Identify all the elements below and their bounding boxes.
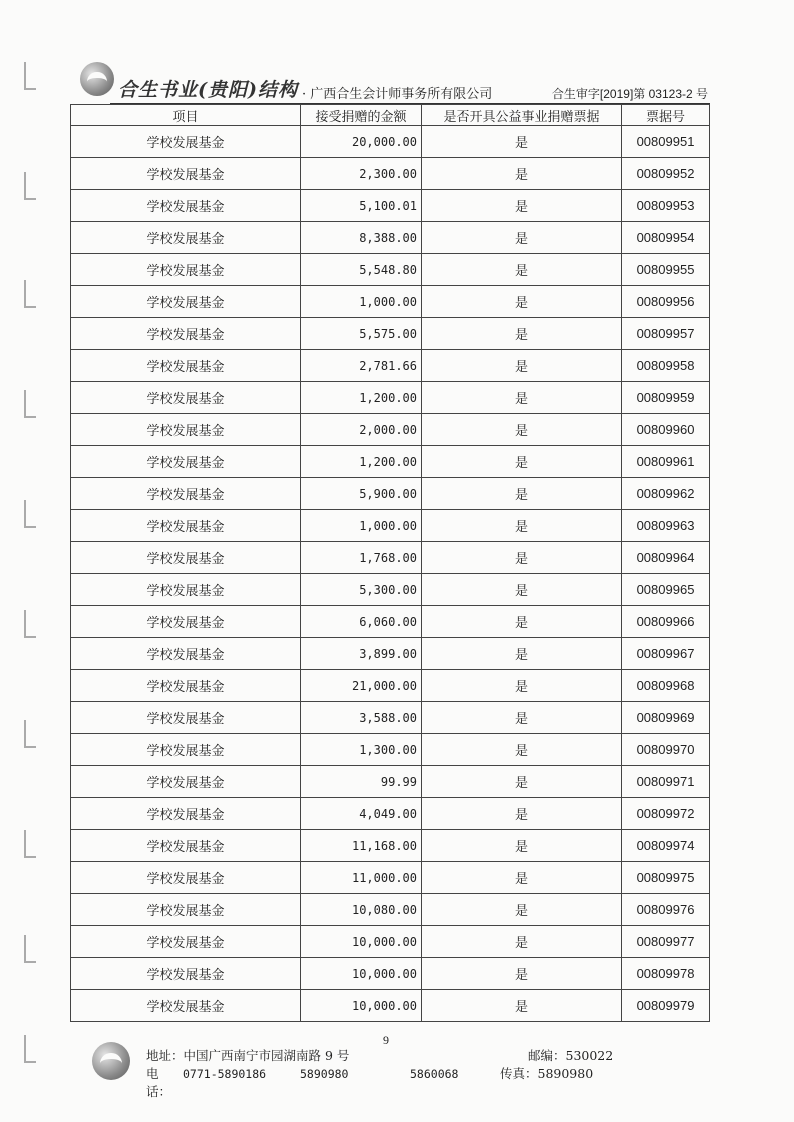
cell-amount: 11,168.00 [301, 830, 422, 862]
table-row [71, 190, 710, 222]
cell-receipt-issued: 是 [422, 350, 622, 382]
cell-amount: 21,000.00 [301, 670, 422, 702]
cell-amount: 1,000.00 [301, 286, 422, 318]
cell-receipt-issued: 是 [422, 158, 622, 190]
cell-receipt-no: 00809974 [622, 830, 710, 862]
cell-amount: 1,768.00 [301, 542, 422, 574]
cell-receipt-issued: 是 [422, 926, 622, 958]
cell-amount: 8,388.00 [301, 222, 422, 254]
cell-item: 学校发展基金 [71, 926, 301, 958]
table-row [71, 606, 710, 638]
cell-amount: 3,899.00 [301, 638, 422, 670]
cell-receipt-issued: 是 [422, 798, 622, 830]
cell-item: 学校发展基金 [71, 222, 301, 254]
cell-receipt-no: 00809952 [622, 158, 710, 190]
cell-receipt-issued: 是 [422, 958, 622, 990]
table-row [71, 574, 710, 606]
cell-receipt-no: 00809972 [622, 798, 710, 830]
cell-receipt-issued: 是 [422, 766, 622, 798]
cell-receipt-issued: 是 [422, 190, 622, 222]
cell-amount: 5,300.00 [301, 574, 422, 606]
cell-receipt-issued: 是 [422, 702, 622, 734]
binder-mark [24, 935, 36, 963]
cell-receipt-no: 00809958 [622, 350, 710, 382]
cell-item: 学校发展基金 [71, 574, 301, 606]
cell-item: 学校发展基金 [71, 382, 301, 414]
cell-amount: 2,300.00 [301, 158, 422, 190]
table-row [71, 414, 710, 446]
cell-amount: 5,900.00 [301, 478, 422, 510]
cell-receipt-issued: 是 [422, 414, 622, 446]
cell-receipt-issued: 是 [422, 126, 622, 158]
table-row [71, 254, 710, 286]
cell-receipt-issued: 是 [422, 478, 622, 510]
cell-item: 学校发展基金 [71, 702, 301, 734]
binder-mark [24, 390, 36, 418]
binder-mark [24, 62, 36, 90]
cell-amount: 99.99 [301, 766, 422, 798]
cell-item: 学校发展基金 [71, 734, 301, 766]
column-header-receipt-no: 票据号 [622, 105, 710, 126]
cell-item: 学校发展基金 [71, 830, 301, 862]
cell-receipt-issued: 是 [422, 510, 622, 542]
table-row [71, 318, 710, 350]
table-row [71, 446, 710, 478]
cell-receipt-no: 00809954 [622, 222, 710, 254]
cell-amount: 1,200.00 [301, 382, 422, 414]
binder-mark [24, 172, 36, 200]
cell-receipt-issued: 是 [422, 542, 622, 574]
cell-receipt-no: 00809955 [622, 254, 710, 286]
cell-item: 学校发展基金 [71, 414, 301, 446]
cell-item: 学校发展基金 [71, 766, 301, 798]
cell-receipt-no: 00809964 [622, 542, 710, 574]
cell-item: 学校发展基金 [71, 126, 301, 158]
cell-receipt-no: 00809961 [622, 446, 710, 478]
cell-receipt-no: 00809966 [622, 606, 710, 638]
cell-receipt-issued: 是 [422, 446, 622, 478]
cell-item: 学校发展基金 [71, 350, 301, 382]
cell-receipt-issued: 是 [422, 830, 622, 862]
table-row [71, 478, 710, 510]
table-row [71, 286, 710, 318]
cell-item: 学校发展基金 [71, 638, 301, 670]
cell-receipt-no: 00809956 [622, 286, 710, 318]
cell-amount: 5,100.01 [301, 190, 422, 222]
cell-receipt-issued: 是 [422, 670, 622, 702]
column-header-item: 项目 [71, 105, 301, 126]
table-row [71, 766, 710, 798]
cell-amount: 10,000.00 [301, 958, 422, 990]
cell-receipt-no: 00809978 [622, 958, 710, 990]
cell-item: 学校发展基金 [71, 862, 301, 894]
table-row [71, 958, 710, 990]
binder-mark [24, 610, 36, 638]
cell-receipt-no: 00809968 [622, 670, 710, 702]
binder-mark [24, 1035, 36, 1063]
table-row [71, 830, 710, 862]
cell-receipt-issued: 是 [422, 894, 622, 926]
cell-amount: 11,000.00 [301, 862, 422, 894]
cell-item: 学校发展基金 [71, 446, 301, 478]
binder-mark [24, 500, 36, 528]
footer-phone-label: 电话： [146, 1066, 172, 1099]
cell-amount: 10,000.00 [301, 990, 422, 1022]
footer-phone-1: 0771-5890186 [183, 1067, 267, 1081]
cell-receipt-issued: 是 [422, 606, 622, 638]
cell-receipt-issued: 是 [422, 222, 622, 254]
table-row [71, 734, 710, 766]
cell-receipt-issued: 是 [422, 318, 622, 350]
table-row [71, 382, 710, 414]
cell-amount: 20,000.00 [301, 126, 422, 158]
page-number: 9 [383, 1033, 389, 1047]
cell-item: 学校发展基金 [71, 478, 301, 510]
cell-item: 学校发展基金 [71, 606, 301, 638]
cell-item: 学校发展基金 [71, 318, 301, 350]
cell-receipt-no: 00809957 [622, 318, 710, 350]
cell-amount: 5,575.00 [301, 318, 422, 350]
cell-item: 学校发展基金 [71, 894, 301, 926]
cell-receipt-no: 00809977 [622, 926, 710, 958]
firm-name: · 广西合生会计师事务所有限公司 [301, 87, 493, 102]
cell-item: 学校发展基金 [71, 190, 301, 222]
footer-fax: 传真：5890980 [500, 1066, 594, 1081]
cell-amount: 10,000.00 [301, 926, 422, 958]
cell-receipt-no: 00809976 [622, 894, 710, 926]
cell-item: 学校发展基金 [71, 958, 301, 990]
cell-amount: 1,200.00 [301, 446, 422, 478]
cell-receipt-no: 00809975 [622, 862, 710, 894]
table-row [71, 542, 710, 574]
cell-item: 学校发展基金 [71, 798, 301, 830]
cell-receipt-issued: 是 [422, 862, 622, 894]
binder-mark [24, 830, 36, 858]
cell-amount: 1,000.00 [301, 510, 422, 542]
cell-receipt-no: 00809967 [622, 638, 710, 670]
page-footer [146, 1047, 666, 1101]
page-header [118, 78, 708, 102]
cell-receipt-issued: 是 [422, 382, 622, 414]
cell-amount: 1,300.00 [301, 734, 422, 766]
cell-item: 学校发展基金 [71, 542, 301, 574]
cell-receipt-no: 00809971 [622, 766, 710, 798]
table-row [71, 894, 710, 926]
cell-receipt-no: 00809963 [622, 510, 710, 542]
footer-postcode: 邮编：530022 [528, 1048, 614, 1063]
table-row [71, 862, 710, 894]
cell-receipt-issued: 是 [422, 638, 622, 670]
cell-item: 学校发展基金 [71, 254, 301, 286]
cell-receipt-issued: 是 [422, 254, 622, 286]
donation-table [70, 104, 710, 1022]
table-row [71, 702, 710, 734]
cell-receipt-no: 00809962 [622, 478, 710, 510]
column-header-receipt-issued: 是否开具公益事业捐赠票据 [422, 105, 622, 126]
table-row [71, 126, 710, 158]
cell-receipt-no: 00809953 [622, 190, 710, 222]
cell-amount: 10,080.00 [301, 894, 422, 926]
table-header-row [71, 105, 710, 126]
cell-receipt-no: 00809951 [622, 126, 710, 158]
cell-receipt-issued: 是 [422, 574, 622, 606]
cell-receipt-issued: 是 [422, 734, 622, 766]
firm-signature: 合生书业(贵阳)结构 [118, 79, 298, 101]
footer-phone-3: 5860068 [410, 1067, 459, 1081]
footer-address: 地址：中国广西南宁市园湖南路 9 号 [146, 1048, 350, 1063]
cell-amount: 2,781.66 [301, 350, 422, 382]
table-row [71, 222, 710, 254]
cell-amount: 4,049.00 [301, 798, 422, 830]
table-row [71, 510, 710, 542]
table-row [71, 158, 710, 190]
cell-item: 学校发展基金 [71, 158, 301, 190]
cell-receipt-no: 00809959 [622, 382, 710, 414]
table-row [71, 926, 710, 958]
table-row [71, 670, 710, 702]
table-row [71, 798, 710, 830]
table-row [71, 638, 710, 670]
cell-amount: 3,588.00 [301, 702, 422, 734]
table-row [71, 350, 710, 382]
cell-receipt-no: 00809965 [622, 574, 710, 606]
cell-receipt-no: 00809969 [622, 702, 710, 734]
column-header-amount: 接受捐赠的金额 [301, 105, 422, 126]
cell-receipt-no: 00809960 [622, 414, 710, 446]
table-row [71, 990, 710, 1022]
cell-item: 学校发展基金 [71, 670, 301, 702]
cell-receipt-no: 00809970 [622, 734, 710, 766]
table-body [71, 126, 710, 1022]
cell-item: 学校发展基金 [71, 990, 301, 1022]
cell-receipt-no: 00809979 [622, 990, 710, 1022]
binder-mark [24, 720, 36, 748]
cell-receipt-issued: 是 [422, 286, 622, 318]
footer-logo-icon [92, 1042, 130, 1080]
cell-item: 学校发展基金 [71, 510, 301, 542]
firm-logo-icon [80, 62, 114, 96]
cell-amount: 2,000.00 [301, 414, 422, 446]
cell-receipt-issued: 是 [422, 990, 622, 1022]
binder-mark [24, 280, 36, 308]
cell-item: 学校发展基金 [71, 286, 301, 318]
report-code: 合生审字[2019]第 03123-2 号 [551, 87, 708, 101]
footer-phone-2: 5890980 [300, 1067, 349, 1081]
cell-amount: 5,548.80 [301, 254, 422, 286]
cell-amount: 6,060.00 [301, 606, 422, 638]
